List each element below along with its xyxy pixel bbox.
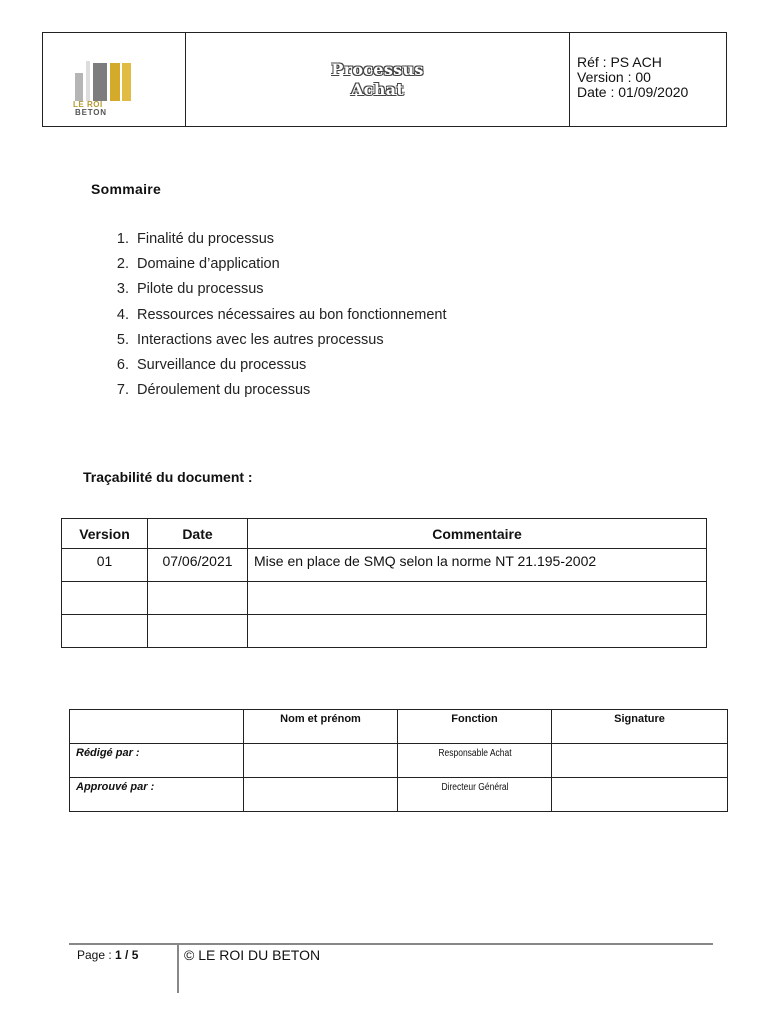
cell-commentaire: [248, 582, 707, 615]
table-header-row: [62, 519, 707, 549]
toc-item: [110, 355, 447, 380]
doc-ref: Réf : PS ACH: [577, 54, 662, 70]
table-header-row: [70, 710, 728, 744]
cell-nom: [244, 744, 398, 778]
column-header-fonction: Fonction: [398, 710, 552, 744]
page-value: 1 / 5: [115, 948, 139, 962]
table-row: [62, 582, 707, 615]
logo-bar-2: [86, 61, 90, 101]
toc-item: [110, 254, 447, 279]
logo-bar-1: [75, 73, 83, 101]
cell-role: Rédigé par :: [70, 744, 244, 778]
logo-bar-3: [93, 63, 107, 101]
cell-role: Approuvé par :: [70, 778, 244, 812]
column-header-version: Version: [62, 519, 148, 549]
cell-signature: [552, 744, 728, 778]
cell-date: [148, 582, 248, 615]
toc-number: 2.: [116, 256, 129, 273]
cell-commentaire: [248, 615, 707, 648]
cell-signature: [552, 778, 728, 812]
tracability-heading: Traçabilité du document :: [83, 469, 253, 485]
table-row: [70, 778, 728, 812]
toc-label: Finalité du processus: [137, 231, 275, 247]
toc-label: Surveillance du processus: [137, 356, 307, 373]
table-row: [62, 615, 707, 648]
logo-bar-4: [110, 63, 120, 101]
toc-number: 5.: [116, 331, 129, 348]
doc-version: Version : 00: [577, 69, 651, 85]
toc-label: Déroulement du processus: [137, 382, 311, 399]
company-logo: [69, 47, 161, 117]
toc-item: [110, 279, 447, 304]
cell-fonction: Responsable Achat: [409, 744, 540, 778]
copyright-text: © LE ROI DU BETON: [184, 947, 321, 963]
cell-commentaire: Mise en place de SMQ selon la norme NT 21.195-2002: [248, 549, 707, 582]
toc-number: 3.: [116, 281, 129, 298]
cell-date: 07/06/2021: [148, 549, 248, 582]
toc-number: 4.: [116, 306, 129, 323]
document-header: [42, 32, 727, 127]
tracability-table: [61, 518, 707, 648]
doc-title-line2: Achat: [350, 79, 405, 99]
toc-number: 6.: [116, 356, 129, 373]
toc-label: Interactions avec les autres processus: [137, 331, 384, 348]
cell-version: [62, 582, 148, 615]
cell-nom: [244, 778, 398, 812]
title-cell: [186, 33, 570, 126]
page-number: [77, 948, 138, 962]
logo-text-top: LE ROI: [73, 100, 103, 109]
table-row: [70, 744, 728, 778]
logo-cell: [43, 33, 186, 126]
footer-divider: [69, 943, 713, 945]
logo-text-bottom: BETON: [75, 108, 107, 117]
column-header-signature: Signature: [552, 710, 728, 744]
column-header-nom: Nom et prénom: [244, 710, 398, 744]
table-row: [62, 549, 707, 582]
toc-item: [110, 380, 447, 405]
cell-fonction: Directeur Général: [409, 778, 540, 812]
column-header-blank: [70, 710, 244, 744]
toc-number: 1.: [116, 231, 129, 247]
toc-item: [110, 305, 447, 330]
toc-item: [110, 229, 447, 254]
cell-date: [148, 615, 248, 648]
approval-table: [69, 709, 728, 812]
column-header-commentaire: Commentaire: [248, 519, 707, 549]
toc-item: [110, 330, 447, 355]
sommaire-heading: Sommaire: [91, 181, 162, 197]
cell-version: 01: [62, 549, 148, 582]
toc-label: Ressources nécessaires au bon fonctionnement: [137, 306, 447, 323]
column-header-date: Date: [148, 519, 248, 549]
toc-label: Pilote du processus: [137, 281, 264, 298]
toc-label: Domaine d’application: [137, 256, 280, 273]
toc-number: 7.: [116, 382, 129, 399]
cell-version: [62, 615, 148, 648]
doc-title-line1: Processus: [331, 59, 424, 79]
page-label: Page :: [77, 948, 116, 962]
table-of-contents: [110, 229, 447, 405]
logo-bar-5: [122, 63, 131, 101]
doc-date: Date : 01/09/2020: [577, 84, 689, 100]
footer-vertical-divider: [177, 943, 179, 993]
reference-cell: [570, 33, 726, 126]
